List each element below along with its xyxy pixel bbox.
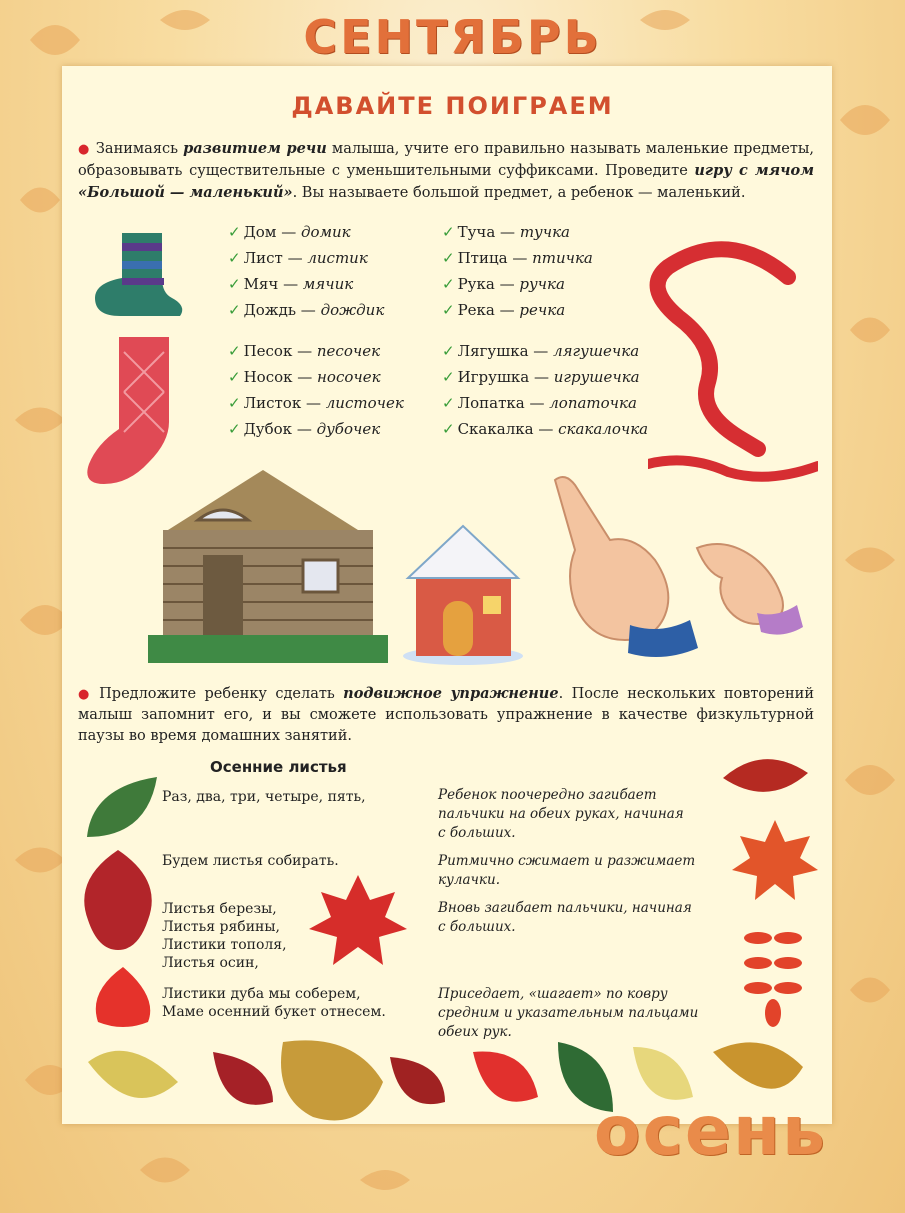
intro-paragraph	[78, 138, 814, 204]
word-pair: ✓ Дубок — дубочек	[228, 420, 381, 438]
sock-icon	[92, 228, 192, 318]
small-house-icon	[398, 516, 528, 666]
intro-text-3: . Вы называете большой предмет, а ребенок — маленький.	[292, 185, 746, 201]
leaf-icon	[718, 748, 813, 808]
poem-line: Листья березы, Листья рябины, Листики тополя, Листья осин,	[162, 901, 287, 971]
word-list-col2-top	[442, 219, 593, 323]
word-list-col2-bottom	[442, 338, 648, 442]
intro-text-2: малыша, учите его правильно называть маленькие предметы, образовывать существительные с уменьшительными суффиксами. Проведите	[78, 141, 815, 179]
word-pair: ✓ Рука — ручка	[442, 275, 565, 293]
poem-action: Ребенок поочередно загибает пальчики на обеих руках, начиная с больших.	[438, 787, 684, 841]
word-pair: ✓ Птица — птичка	[442, 249, 593, 267]
poem-line: Будем листья собирать.	[162, 853, 339, 869]
log-house-icon	[128, 460, 398, 670]
month-title: СЕНТЯБРЬ	[303, 10, 602, 64]
leaf-icon	[82, 772, 162, 842]
leaf-icon	[308, 870, 408, 970]
poem-action: Приседает, «шагает» по ковру средним и указательным пальцами обеих рук.	[438, 986, 699, 1040]
word-list-col1-top	[228, 219, 384, 323]
exercise-emphasis: подвижное упражнение	[343, 685, 559, 702]
word-list-col1-bottom	[228, 338, 404, 442]
intro-emphasis-2: игру с мячом «Большой — маленький»	[78, 162, 814, 201]
word-pair: ✓ Мяч — мячик	[228, 275, 354, 293]
word-pair: ✓ Листок — листочек	[228, 394, 404, 412]
exercise-text-2: . После нескольких повторений малыш запомнит его, и вы сможете использовать упражнение в качестве физкультурной паузы во время домашних занятий.	[78, 686, 815, 744]
leaf-icon	[738, 918, 808, 1038]
bullet-icon: ●	[78, 142, 90, 157]
leaf-icon	[730, 815, 820, 905]
word-pair: ✓ Лягушка — лягушечка	[442, 342, 640, 360]
intro-text-1: Занимаясь	[95, 141, 184, 157]
word-pair: ✓ Песок — песочек	[228, 342, 381, 360]
exercise-paragraph	[78, 683, 814, 747]
word-pair: ✓ Лист — листик	[228, 249, 368, 267]
section-title: ДАВАЙТЕ ПОИГРАЕМ	[291, 92, 614, 120]
poem-action: Ритмично сжимает и разжимает кулачки.	[438, 853, 696, 888]
word-pair: ✓ Носок — носочек	[228, 368, 381, 386]
poem-line: Раз, два, три, четыре, пять,	[162, 789, 366, 805]
exercise-text-1: Предложите ребенку сделать	[99, 686, 344, 702]
word-pair: ✓ Лопатка — лопаточка	[442, 394, 637, 412]
word-pair: ✓ Река — речка	[442, 301, 566, 319]
poem-line: Листики дуба мы соберем, Маме осенний букет отнесем.	[162, 986, 386, 1020]
ribbon-icon	[648, 232, 818, 492]
word-pair: ✓ Скакалка — скакалочка	[442, 420, 649, 438]
bullet-icon: ●	[78, 687, 94, 702]
hand-icon	[540, 470, 705, 660]
poem-title: Осенние листья	[210, 758, 347, 776]
word-pair: ✓ Туча — тучка	[442, 223, 570, 241]
word-pair: ✓ Игрушка — игрушечка	[442, 368, 640, 386]
hand-icon	[692, 538, 807, 648]
word-pair: ✓ Дом — домик	[228, 223, 351, 241]
intro-emphasis-1: развитием речи	[183, 140, 327, 157]
word-pair: ✓ Дождь — дождик	[228, 301, 385, 319]
leaf-icon	[78, 845, 158, 955]
season-title: осень	[593, 1092, 827, 1171]
poem-action: Вновь загибает пальчики, начиная с больших.	[438, 900, 692, 935]
